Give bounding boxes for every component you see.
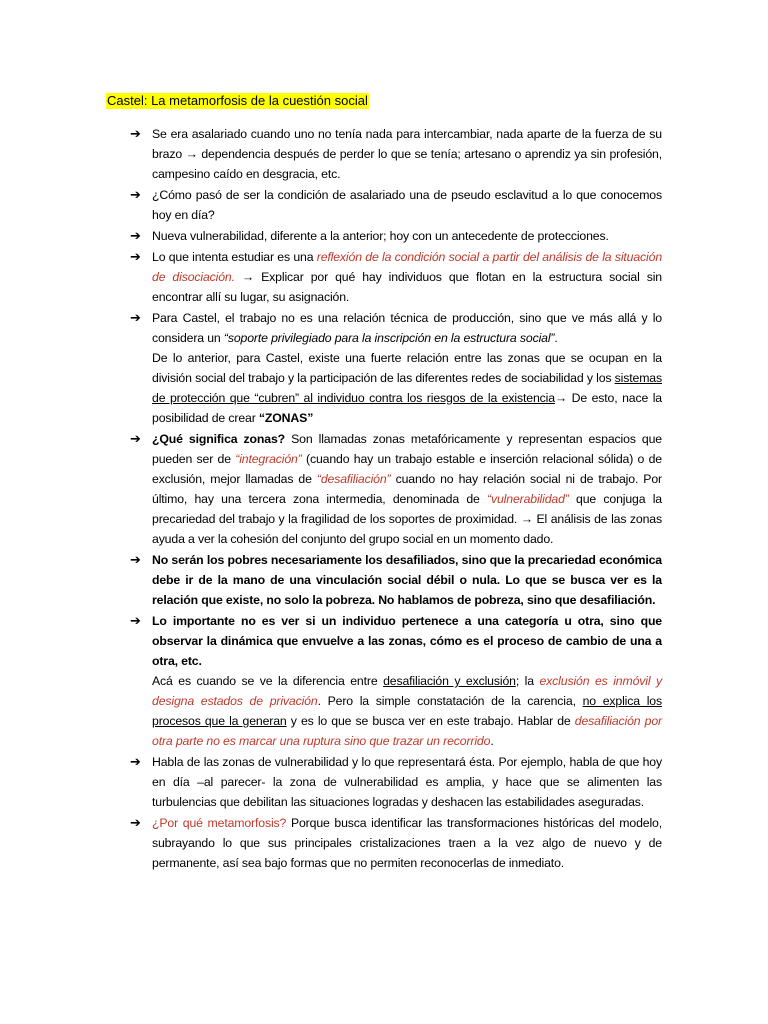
item-paragraph: [152, 752, 662, 812]
text-run: exclusión es inmóvil y designa estados de privación: [152, 674, 662, 708]
arrow-bullet-icon: ➔: [130, 552, 141, 567]
item-paragraph: [152, 813, 662, 873]
text-run: “ZONAS”: [258, 411, 314, 425]
text-run: → De esto, nace la posibilidad de crear: [152, 391, 662, 425]
list-item: [130, 226, 662, 246]
text-run: desafiliación y exclusión: [383, 674, 516, 688]
arrow-bullet-icon: ➔: [130, 187, 141, 202]
text-run: y es lo que se busca ver en este trabajo. Hablar de: [286, 714, 575, 728]
list-item: [130, 813, 662, 873]
bullet-list: [130, 124, 662, 874]
text-run: Acá es cuando se ve la diferencia entre: [152, 674, 384, 688]
item-paragraph: [152, 185, 662, 225]
arrow-bullet-icon: ➔: [130, 815, 141, 830]
text-run: No serán los pobres necesariamente los desafiliados, sino que la precariedad económica debe ir de la mano de una vinculación social débil o nula. Lo que se busca ver es la relación que existe, no solo la pobreza. No hablamos de pobreza, sino que desafiliación.: [152, 553, 662, 607]
text-run: Para Castel, el trabajo no es una relación técnica de producción, sino que ve más allá y lo considera un: [152, 311, 662, 345]
arrow-bullet-icon: ➔: [130, 249, 141, 264]
item-paragraph: [152, 550, 662, 610]
item-paragraph: [152, 247, 662, 307]
item-paragraph: [152, 124, 662, 184]
text-run: desafiliación por otra parte no es marcar una ruptura sino que trazar un recorrido: [152, 714, 662, 748]
text-run: Son llamadas zonas metafóricamente y representan espacios que pueden ser de: [152, 432, 662, 466]
text-run: . Pero la simple constatación de la carencia,: [317, 694, 583, 708]
text-run: “integración”: [235, 452, 302, 466]
text-run: Habla de las zonas de vulnerabilidad y lo que representará ésta. Por ejemplo, habla de que hoy en día –al parecer- la zona de vulnerabilidad es amplia, y hace que se alimenten las turbulencias que debilitan las situaciones logradas y deshacen las estabilidades aseguradas.: [152, 755, 662, 809]
item-paragraph: [152, 308, 662, 348]
text-run: sistemas de protección que “cubren” al individuo contra los riesgos de la existencia: [152, 371, 662, 405]
text-run: ; la: [515, 674, 540, 688]
text-run: Porque busca identificar las transformaciones históricas del modelo, subrayando lo que sus principales cristalizaciones traen a la vez algo de nuevo y de permanente, así sea bajo formas que no permiten reconocerlas de inmediato.: [152, 816, 662, 870]
text-run: .: [554, 331, 558, 345]
text-run: → Explicar por qué hay individuos que flotan en la estructura social sin encontrar allí su lugar, su asignación.: [152, 270, 662, 304]
text-run: .: [490, 734, 494, 748]
list-item: [130, 429, 662, 549]
text-run: ¿Cómo pasó de ser la condición de asalariado una de pseudo esclavitud a lo que conocemos hoy en día?: [152, 188, 662, 222]
document-title: Castel: La metamorfosis de la cuestión social: [107, 93, 368, 108]
item-paragraph-continued: [152, 671, 662, 751]
text-run: ¿Qué significa zonas?: [152, 432, 286, 446]
text-run: ¿Por qué metamorfosis?: [152, 816, 287, 830]
text-run: (cuando hay un trabajo estable e inserción relacional sólida) o de exclusión, mejor llamadas de: [152, 452, 662, 486]
list-item: [130, 247, 662, 307]
list-item: [130, 611, 662, 751]
text-run: De lo anterior, para Castel, existe una fuerte relación entre las zonas que se ocupan en la división social del trabajo y la participación de las diferentes redes de sociabilidad y los: [152, 351, 662, 385]
text-run: Se era asalariado cuando uno no tenía nada para intercambiar, nada aparte de la fuerza de su brazo → dependencia después de perder lo que se tenía; artesano o aprendiz ya sin profesión, campesino caído en desgracia, etc.: [152, 127, 662, 181]
text-run: Lo que intenta estudiar es una: [152, 250, 317, 264]
list-item: [130, 308, 662, 428]
text-run: “soporte privilegiado para la inscripción en la estructura social”: [223, 331, 555, 345]
text-run: reflexión de la condición social a partir del análisis de la situación de disociación.: [152, 250, 663, 284]
text-run: que conjuga la precariedad del trabajo y la fragilidad de los soportes de proximidad. → El análisis de las zonas ayuda a ver la cohesión del conjunto del grupo social en un momento dado.: [152, 492, 662, 546]
item-paragraph-continued: [152, 348, 662, 428]
arrow-bullet-icon: ➔: [130, 310, 141, 325]
arrow-bullet-icon: ➔: [130, 754, 141, 769]
list-item: [130, 550, 662, 610]
item-paragraph: [152, 226, 662, 246]
item-paragraph: [152, 611, 662, 671]
list-item: [130, 185, 662, 225]
arrow-bullet-icon: ➔: [130, 126, 141, 141]
text-run: no explica los procesos que la generan: [152, 694, 662, 728]
arrow-bullet-icon: ➔: [130, 613, 141, 628]
list-item: [130, 124, 662, 184]
text-run: Lo importante no es ver si un individuo pertenece a una categoría u otra, sino que observar la dinámica que envuelve a las zonas, cómo es el proceso de cambio de una a otra, etc.: [152, 614, 662, 668]
list-item: [130, 752, 662, 812]
text-run: Nueva vulnerabilidad, diferente a la anterior; hoy con un antecedente de protecciones.: [152, 229, 609, 243]
arrow-bullet-icon: ➔: [130, 228, 141, 243]
item-paragraph: [152, 429, 662, 549]
text-run: cuando no hay relación social ni de trabajo. Por último, hay una tercera zona intermedia, denominada de: [152, 472, 662, 506]
text-run: “vulnerabilidad”: [487, 492, 569, 506]
arrow-bullet-icon: ➔: [130, 431, 141, 446]
text-run: “desafiliación”: [316, 472, 391, 486]
